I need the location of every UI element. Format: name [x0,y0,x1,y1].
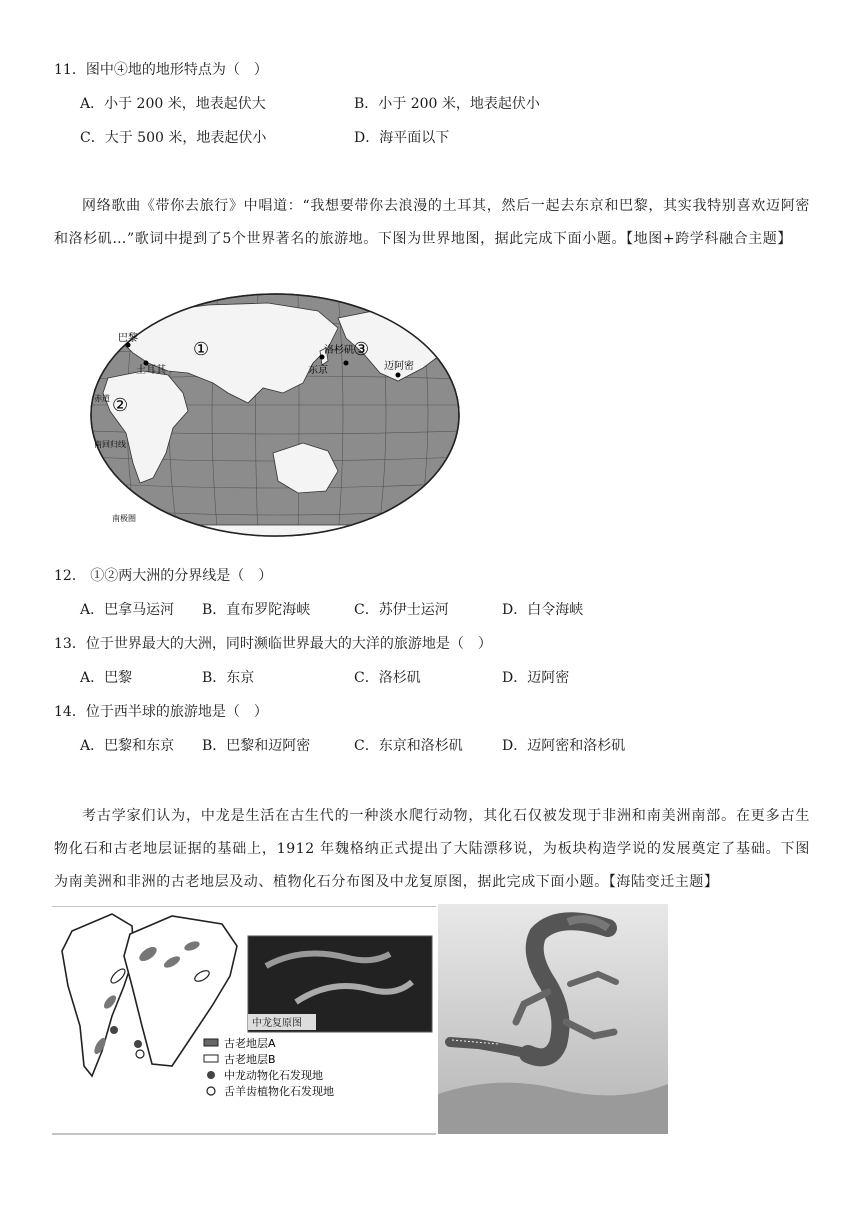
q11-option-b[interactable]: B．小于 200 米，地表起伏小 [354,96,540,112]
q13-option-a[interactable]: A．巴黎 [80,670,133,686]
q14-option-b[interactable]: B．巴黎和迈阿密 [202,738,311,754]
label-antarctic-circle: 南极圈 [112,514,136,523]
label-la: 洛杉矶 [324,345,354,356]
q11-option-a[interactable]: A．小于 200 米，地表起伏大 [80,96,266,112]
label-equator: 赤道 [94,394,110,403]
label-tropic-south: 南回归线 [94,440,126,449]
inset-caption: 中龙复原图 [252,1018,302,1029]
q13-option-b[interactable]: B．东京 [202,670,255,686]
mesosaurus-reconstruction-image [438,904,668,1134]
label-turkey: 土耳其 [136,365,166,376]
legend-glossopteris-fossil: 舌羊齿植物化石发现地 [224,1085,334,1098]
q12-option-c[interactable]: C．苏伊士运河 [354,602,449,618]
q14-option-c[interactable]: C．东京和洛杉矶 [354,738,463,754]
legend-stratum-a: 古老地层A [224,1037,276,1050]
q12-option-b[interactable]: B．直布罗陀海峡 [202,602,311,618]
label-continent-2: ② [112,395,129,416]
label-miami: 迈阿密 [384,361,414,372]
world-map [88,293,462,555]
q13-option-d[interactable]: D．迈阿密 [502,670,570,686]
q14-option-d[interactable]: D．迈阿密和洛杉矶 [502,738,626,754]
q14-option-a[interactable]: A．巴黎和东京 [80,738,175,754]
label-continent-3: ③ [353,339,370,360]
passage-mesosaurus: 考古学家们认为，中龙是生活在古生代的一种淡水爬行动物，其化石仅被发现于非洲和南美洲南部。在更多古生物化石和古老地层证据的基础上，1912 年魏格纳正式提出了大陆漂移说，为板块构造学说的发展奠定了基础。下图为南美洲和非洲的古老地层及动、植物化石分布图及中龙复原图，据此完成下面小题。【海陆变迁主题】 [54,808,810,890]
q13-stem: 13．位于世界最大的大洲，同时濒临世界最大的大洋的旅游地是（ ） [54,636,492,652]
q12-option-d[interactable]: D．白令海峡 [502,602,584,618]
q11-option-d[interactable]: D．海平面以下 [354,130,450,146]
q12-option-a[interactable]: A．巴拿马运河 [80,602,175,618]
q13-option-c[interactable]: C．洛杉矶 [354,670,421,686]
q12-stem: 12． ①②两大洲的分界线是（ ） [54,568,273,584]
label-continent-1: ① [193,339,210,360]
fossil-distribution-map [52,906,436,1135]
legend-mesosaurus-fossil: 中龙动物化石发现地 [224,1069,323,1082]
label-paris: 巴黎 [118,333,138,344]
label-tokyo: 东京 [308,365,328,376]
q14-stem: 14．位于西半球的旅游地是（ ） [54,704,268,720]
legend-stratum-b: 古老地层B [224,1053,276,1066]
q11-option-c[interactable]: C．大于 500 米，地表起伏小 [80,130,267,146]
passage-song: 网络歌曲《带你去旅行》中唱道：“我想要带你去浪漫的土耳其，然后一起去东京和巴黎，其实我特别喜欢迈阿密和洛杉矶…”歌词中提到了5个世界著名的旅游地。下图为世界地图，据此完成下面小题。【地图+跨学科融合主题】 [54,198,810,247]
q11-stem: 11．图中④地的地形特点为（ ） [54,62,268,78]
